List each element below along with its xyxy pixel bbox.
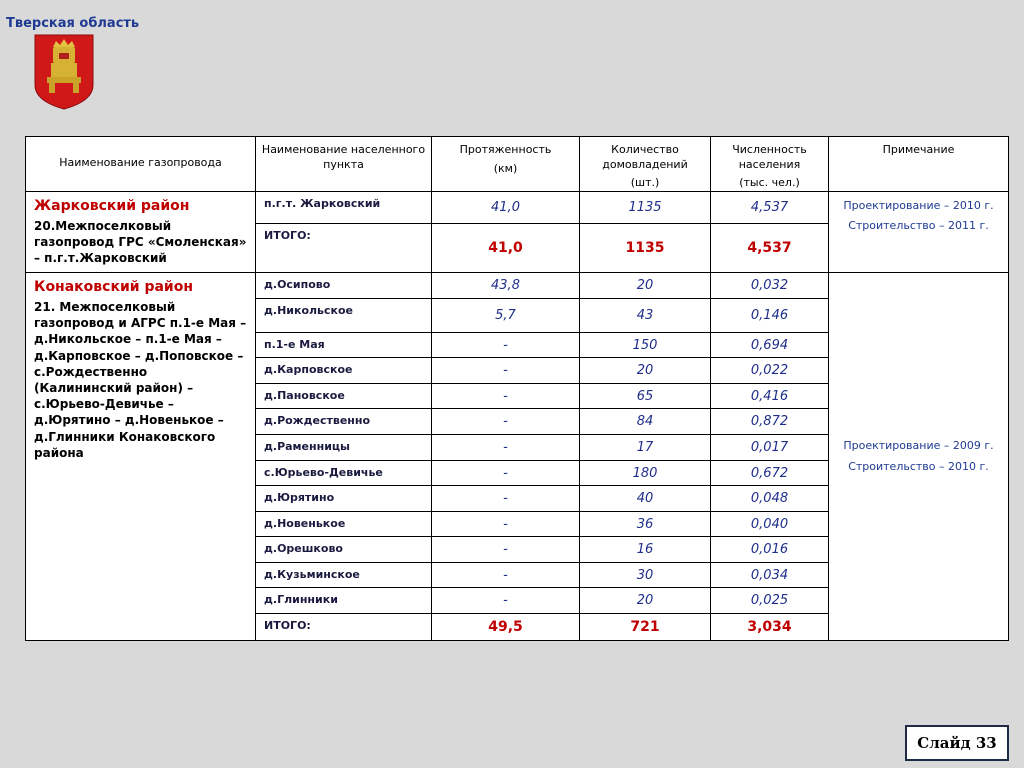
header-households-label: Количество домовладений — [602, 143, 688, 171]
length-value: 5,7 — [432, 299, 580, 333]
header-pipeline: Наименование газопровода — [26, 137, 256, 192]
tver-coat-of-arms-icon — [33, 33, 95, 111]
length-value: - — [432, 435, 580, 461]
district-name: Жарковский район — [34, 197, 190, 214]
population-value: 0,872 — [711, 409, 829, 435]
households-value: 30 — [580, 563, 711, 588]
total-households: 1135 — [580, 223, 711, 272]
households-value: 16 — [580, 537, 711, 563]
point-name: д.Карповское — [256, 358, 432, 384]
region-title: Тверская область — [6, 16, 140, 31]
length-value: - — [432, 333, 580, 358]
population-value: 0,016 — [711, 537, 829, 563]
households-value: 43 — [580, 299, 711, 333]
note-cell — [829, 273, 1009, 641]
header-note: Примечание — [829, 137, 1009, 192]
total-population: 3,034 — [711, 614, 829, 641]
population-value: 0,040 — [711, 512, 829, 537]
total-length: 49,5 — [432, 614, 580, 641]
point-name: д.Кузьминское — [256, 563, 432, 588]
population-value: 0,025 — [711, 588, 829, 614]
total-households: 721 — [580, 614, 711, 641]
point-name: д.Рождественно — [256, 409, 432, 435]
population-value: 0,034 — [711, 563, 829, 588]
point-name: д.Раменницы — [256, 435, 432, 461]
total-population: 4,537 — [711, 223, 829, 272]
header-length — [432, 137, 580, 192]
table-row — [26, 273, 1009, 299]
length-value: - — [432, 486, 580, 512]
length-value: - — [432, 537, 580, 563]
point-name: д.Юрятино — [256, 486, 432, 512]
point-name: п.1-е Мая — [256, 333, 432, 358]
households-value: 20 — [580, 358, 711, 384]
length-value: - — [432, 512, 580, 537]
header-length-label: Протяженность — [459, 143, 552, 156]
length-value: - — [432, 384, 580, 409]
gas-pipeline-table — [25, 136, 1009, 641]
point-name: д.Пановское — [256, 384, 432, 409]
point-name: д.Новенькое — [256, 512, 432, 537]
point-name: д.Орешково — [256, 537, 432, 563]
note-design: Проектирование – 2010 г. — [843, 198, 994, 212]
households-value: 65 — [580, 384, 711, 409]
households-value: 20 — [580, 273, 711, 299]
table-row — [26, 191, 1009, 223]
note-design: Проектирование – 2009 г. — [843, 438, 994, 452]
length-value: - — [432, 461, 580, 486]
pipeline-name: 21. Межпоселковый газопровод и АГРС п.1-е Мая – д.Никольское – п.1-е Мая – д.Карповское – д.Поповское – с.Рождественно (Калининский район) – с.Юрьево-Девичье – д.Юрятино – д.Новенькое – д.Глинники Конаковского района — [34, 300, 247, 460]
note-cell — [829, 191, 1009, 273]
point-name: д.Никольское — [256, 299, 432, 333]
slide-number: Слайд 33 — [905, 725, 1009, 761]
length-value: - — [432, 588, 580, 614]
length-value: 41,0 — [432, 191, 580, 223]
population-value: 0,032 — [711, 273, 829, 299]
district-cell — [26, 191, 256, 273]
header-population-label: Численность населения — [732, 143, 807, 171]
header-population-unit: (тыс. чел.) — [739, 175, 800, 189]
total-length: 41,0 — [432, 223, 580, 272]
households-value: 17 — [580, 435, 711, 461]
point-name: п.г.т. Жарковский — [256, 191, 432, 223]
households-value: 36 — [580, 512, 711, 537]
households-value: 150 — [580, 333, 711, 358]
note-construction: Строительство – 2011 г. — [848, 219, 989, 233]
length-value: - — [432, 563, 580, 588]
households-value: 1135 — [580, 191, 711, 223]
point-name: д.Глинники — [256, 588, 432, 614]
population-value: 0,694 — [711, 333, 829, 358]
total-label: ИТОГО: — [256, 223, 432, 272]
total-label: ИТОГО: — [256, 614, 432, 641]
population-value: 0,672 — [711, 461, 829, 486]
population-value: 0,022 — [711, 358, 829, 384]
pipeline-name: 20.Межпоселковый газопровод ГРС «Смоленская» – п.г.т.Жарковский — [34, 218, 247, 265]
note-construction: Строительство – 2010 г. — [848, 459, 989, 473]
households-value: 20 — [580, 588, 711, 614]
households-value: 180 — [580, 461, 711, 486]
header-length-unit: (км) — [493, 161, 518, 175]
header-point: Наименование населенного пункта — [256, 137, 432, 192]
district-cell — [26, 273, 256, 641]
header-households — [580, 137, 711, 192]
households-value: 40 — [580, 486, 711, 512]
district-name: Конаковский район — [34, 279, 194, 296]
point-name: д.Осипово — [256, 273, 432, 299]
length-value: 43,8 — [432, 273, 580, 299]
households-value: 84 — [580, 409, 711, 435]
population-value: 0,048 — [711, 486, 829, 512]
header-population — [711, 137, 829, 192]
population-value: 4,537 — [711, 191, 829, 223]
population-value: 0,146 — [711, 299, 829, 333]
population-value: 0,017 — [711, 435, 829, 461]
length-value: - — [432, 358, 580, 384]
population-value: 0,416 — [711, 384, 829, 409]
point-name: с.Юрьево-Девичье — [256, 461, 432, 486]
header-households-unit: (шт.) — [630, 175, 660, 189]
length-value: - — [432, 409, 580, 435]
